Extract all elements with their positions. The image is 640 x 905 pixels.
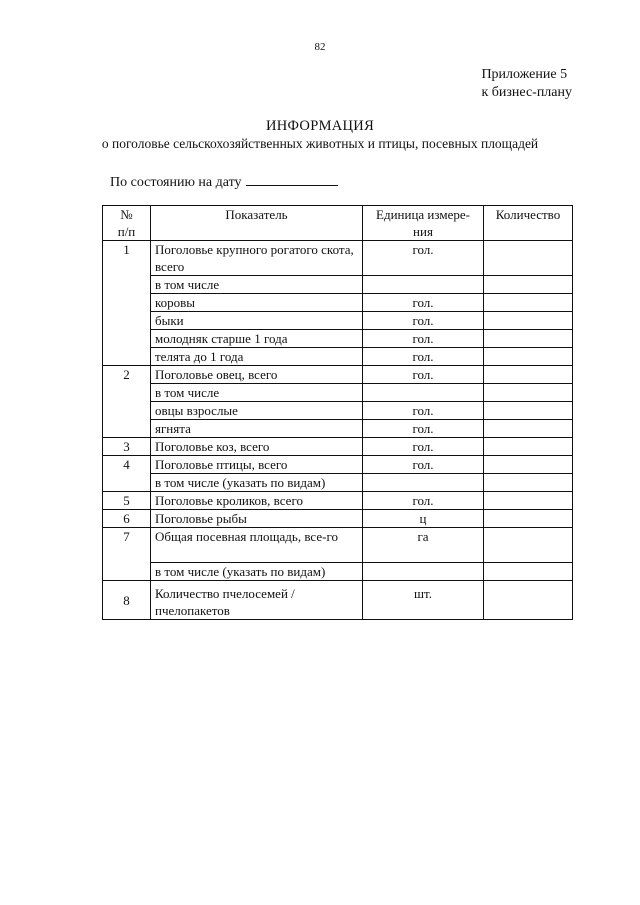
row-indicator: Поголовье кроликов, всего xyxy=(151,492,363,510)
row-unit: гол. xyxy=(363,312,484,330)
row-unit: гол. xyxy=(363,366,484,384)
date-blank-field[interactable] xyxy=(246,173,338,186)
row-num: 3 xyxy=(103,438,151,456)
row-unit: гол. xyxy=(363,420,484,438)
header-unit-line2: ния xyxy=(413,224,433,239)
row-indicator: Поголовье коз, всего xyxy=(151,438,363,456)
row-quantity-cell[interactable] xyxy=(484,456,573,474)
row-indicator: Поголовье рыбы xyxy=(151,510,363,528)
row-quantity-cell[interactable] xyxy=(484,420,573,438)
row-indicator: Поголовье овец, всего xyxy=(151,366,363,384)
row-unit: гол. xyxy=(363,330,484,348)
row-unit: ц xyxy=(363,510,484,528)
header-quantity: Количество xyxy=(484,206,573,241)
header-unit-line1: Единица измере- xyxy=(376,207,470,222)
table-header-row xyxy=(103,206,573,241)
table-row xyxy=(103,330,573,348)
row-unit: гол. xyxy=(363,241,484,276)
row-quantity-cell[interactable] xyxy=(484,276,573,294)
row-indicator: овцы взрослые xyxy=(151,402,363,420)
row-indicator: Поголовье крупного рогатого скота, всего xyxy=(151,241,363,276)
table-row xyxy=(103,420,573,438)
row-num: 1 xyxy=(103,241,151,366)
row-quantity-cell[interactable] xyxy=(484,294,573,312)
row-quantity-cell[interactable] xyxy=(484,241,573,276)
row-quantity-cell[interactable] xyxy=(484,528,573,563)
row-num: 2 xyxy=(103,366,151,438)
row-quantity-cell[interactable] xyxy=(484,402,573,420)
table-row xyxy=(103,366,573,384)
row-quantity-cell[interactable] xyxy=(484,348,573,366)
row-quantity-cell[interactable] xyxy=(484,474,573,492)
header-num-line2: п/п xyxy=(117,224,136,239)
table-row xyxy=(103,384,573,402)
row-indicator: в том числе (указать по видам) xyxy=(151,474,363,492)
table-row xyxy=(103,276,573,294)
row-indicator: Поголовье птицы, всего xyxy=(151,456,363,474)
livestock-table xyxy=(102,205,573,620)
row-quantity-cell[interactable] xyxy=(484,438,573,456)
appendix-line-1: Приложение 5 xyxy=(481,67,568,82)
document-subtitle: о поголовье сельскохозяйственных животных и птицы, посевных площадей xyxy=(101,136,539,151)
table-row xyxy=(103,581,573,620)
row-indicator: в том числе xyxy=(151,276,363,294)
header-indicator: Показатель xyxy=(151,206,363,241)
table-row xyxy=(103,492,573,510)
table-row xyxy=(103,528,573,563)
header-unit xyxy=(363,206,484,241)
row-quantity-cell[interactable] xyxy=(484,492,573,510)
table-row xyxy=(103,241,573,276)
row-unit: гол. xyxy=(363,456,484,474)
row-indicator: Количество пчелосемей /пчелопакетов xyxy=(151,581,363,620)
page-number: 82 xyxy=(314,41,326,53)
row-unit: гол. xyxy=(363,294,484,312)
row-quantity-cell[interactable] xyxy=(484,330,573,348)
table-row xyxy=(103,474,573,492)
row-unit xyxy=(363,563,484,581)
header-num xyxy=(103,206,151,241)
row-quantity-cell[interactable] xyxy=(484,312,573,330)
row-unit: гол. xyxy=(363,492,484,510)
row-num: 8 xyxy=(103,581,151,620)
header-num-line1: № xyxy=(120,207,133,222)
appendix-note xyxy=(481,66,572,102)
row-quantity-cell[interactable] xyxy=(484,384,573,402)
row-unit xyxy=(363,384,484,402)
table-row xyxy=(103,294,573,312)
row-unit: шт. xyxy=(363,581,484,620)
table-row xyxy=(103,438,573,456)
document-title: ИНФОРМАЦИЯ xyxy=(265,118,375,134)
row-unit: гол. xyxy=(363,438,484,456)
row-unit: гол. xyxy=(363,348,484,366)
table-row xyxy=(103,563,573,581)
table-row xyxy=(103,510,573,528)
row-num: 6 xyxy=(103,510,151,528)
row-indicator: быки xyxy=(151,312,363,330)
row-indicator: коровы xyxy=(151,294,363,312)
table-row xyxy=(103,456,573,474)
table-row xyxy=(103,312,573,330)
row-num: 5 xyxy=(103,492,151,510)
row-unit: га xyxy=(363,528,484,563)
table-row xyxy=(103,402,573,420)
row-indicator: в том числе (указать по видам) xyxy=(151,563,363,581)
row-quantity-cell[interactable] xyxy=(484,366,573,384)
row-indicator: Общая посевная площадь, все-го xyxy=(151,528,363,563)
row-indicator: в том числе xyxy=(151,384,363,402)
appendix-line-2: к бизнес-плану xyxy=(481,85,572,100)
row-indicator: телята до 1 года xyxy=(151,348,363,366)
row-num: 7 xyxy=(103,528,151,581)
row-unit: гол. xyxy=(363,402,484,420)
row-unit xyxy=(363,276,484,294)
row-num: 4 xyxy=(103,456,151,492)
date-label: По состоянию на дату xyxy=(110,175,242,190)
row-indicator: ягнята xyxy=(151,420,363,438)
row-indicator: молодняк старше 1 года xyxy=(151,330,363,348)
date-line xyxy=(110,173,338,191)
table-row xyxy=(103,348,573,366)
row-quantity-cell[interactable] xyxy=(484,563,573,581)
row-quantity-cell[interactable] xyxy=(484,581,573,620)
row-quantity-cell[interactable] xyxy=(484,510,573,528)
row-unit xyxy=(363,474,484,492)
